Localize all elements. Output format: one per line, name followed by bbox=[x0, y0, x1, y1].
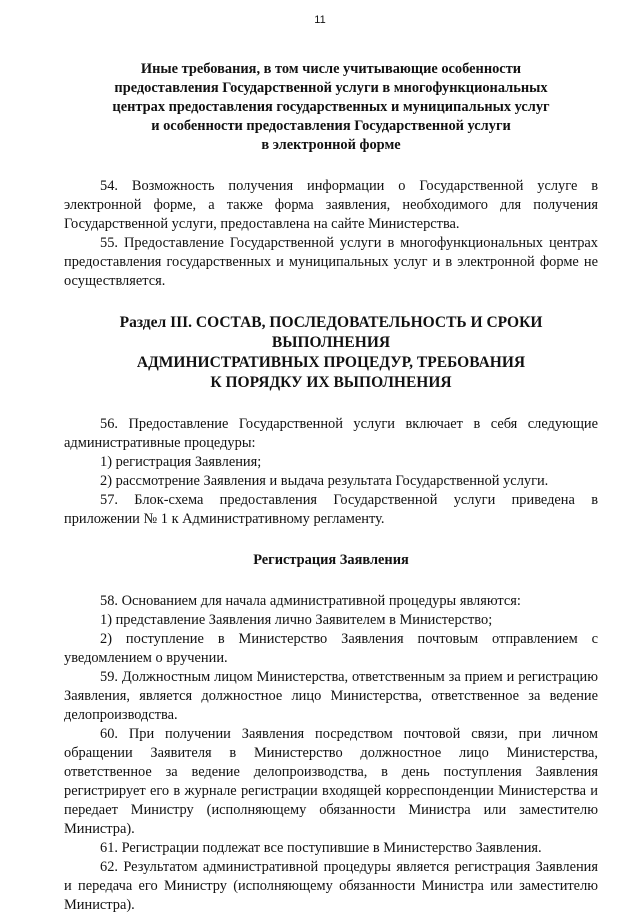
list-item: 2) поступление в Министерство Заявления почтовым отправлением с уведомлением о вручении. bbox=[64, 631, 598, 666]
heading-line: и особенности предоставления Государственной услуги bbox=[151, 118, 511, 134]
paragraph-55: 55. Предоставление Государственной услуги в многофункциональных центрах предоставления государственных и муниципальных услуг и в электронной форме не осуществляется. bbox=[64, 235, 598, 289]
page-number: 11 bbox=[314, 14, 326, 26]
heading-line: Иные требования, в том числе учитывающие особенности bbox=[140, 61, 522, 77]
heading-line: К ПОРЯДКУ ИХ ВЫПОЛНЕНИЯ bbox=[210, 374, 452, 391]
subsection-heading-registration: Регистрация Заявления bbox=[253, 552, 409, 568]
paragraph-61: 61. Регистрации подлежат все поступившие в Министерство Заявления. bbox=[100, 840, 542, 856]
paragraph-56: 56. Предоставление Государственной услуги включает в себя следующие административные процедуры: bbox=[64, 416, 598, 451]
heading-line: центрах предоставления государственных и муниципальных услуг bbox=[112, 99, 550, 115]
paragraph-54: 54. Возможность получения информации о Государственной услуге в электронной форме, а также форма заявления, необходимого для получения Государственной услуги, предоставлена на сайте Министерства. bbox=[64, 178, 598, 232]
section-heading-other-requirements bbox=[64, 60, 598, 155]
list-item: 2) рассмотрение Заявления и выдача результата Государственной услуги. bbox=[100, 473, 549, 489]
page-content bbox=[64, 60, 598, 915]
paragraph-59: 59. Должностным лицом Министерства, ответственным за прием и регистрацию Заявления, является должностное лицо Министерства, ответственное за ведение делопроизводства. bbox=[64, 669, 598, 723]
paragraph-60: 60. При получении Заявления посредством почтовой связи, при личном обращении Заявителя в Министерство должностное лицо Министерства, ответственное за ведение делопроизводства, в день поступления Заявления регистрирует его в журнале регистрации входящей корреспонденции Министерства и передает Министру (исполняющему обязанности Министра или заместителю Министра). bbox=[64, 726, 598, 837]
paragraph-58: 58. Основанием для начала административной процедуры являются: bbox=[100, 593, 521, 609]
heading-line: АДМИНИСТРАТИВНЫХ ПРОЦЕДУР, ТРЕБОВАНИЯ bbox=[136, 354, 526, 371]
list-item: 1) представление Заявления лично Заявителем в Министерство; bbox=[100, 612, 493, 628]
section-heading-section-3 bbox=[64, 313, 598, 393]
paragraph-57: 57. Блок-схема предоставления Государственной услуги приведена в приложении № 1 к Административному регламенту. bbox=[64, 492, 598, 527]
heading-line: в электронной форме bbox=[261, 137, 401, 153]
list-item: 1) регистрация Заявления; bbox=[100, 454, 262, 470]
heading-line: предоставления Государственной услуги в многофункциональных bbox=[114, 80, 548, 96]
paragraph-62: 62. Результатом административной процедуры является регистрация Заявления и передача его Министру (исполняющему обязанности Министра или заместителю Министра). bbox=[64, 859, 598, 913]
heading-line: Раздел III. СОСТАВ, ПОСЛЕДОВАТЕЛЬНОСТЬ И СРОКИ ВЫПОЛНЕНИЯ bbox=[119, 314, 543, 351]
